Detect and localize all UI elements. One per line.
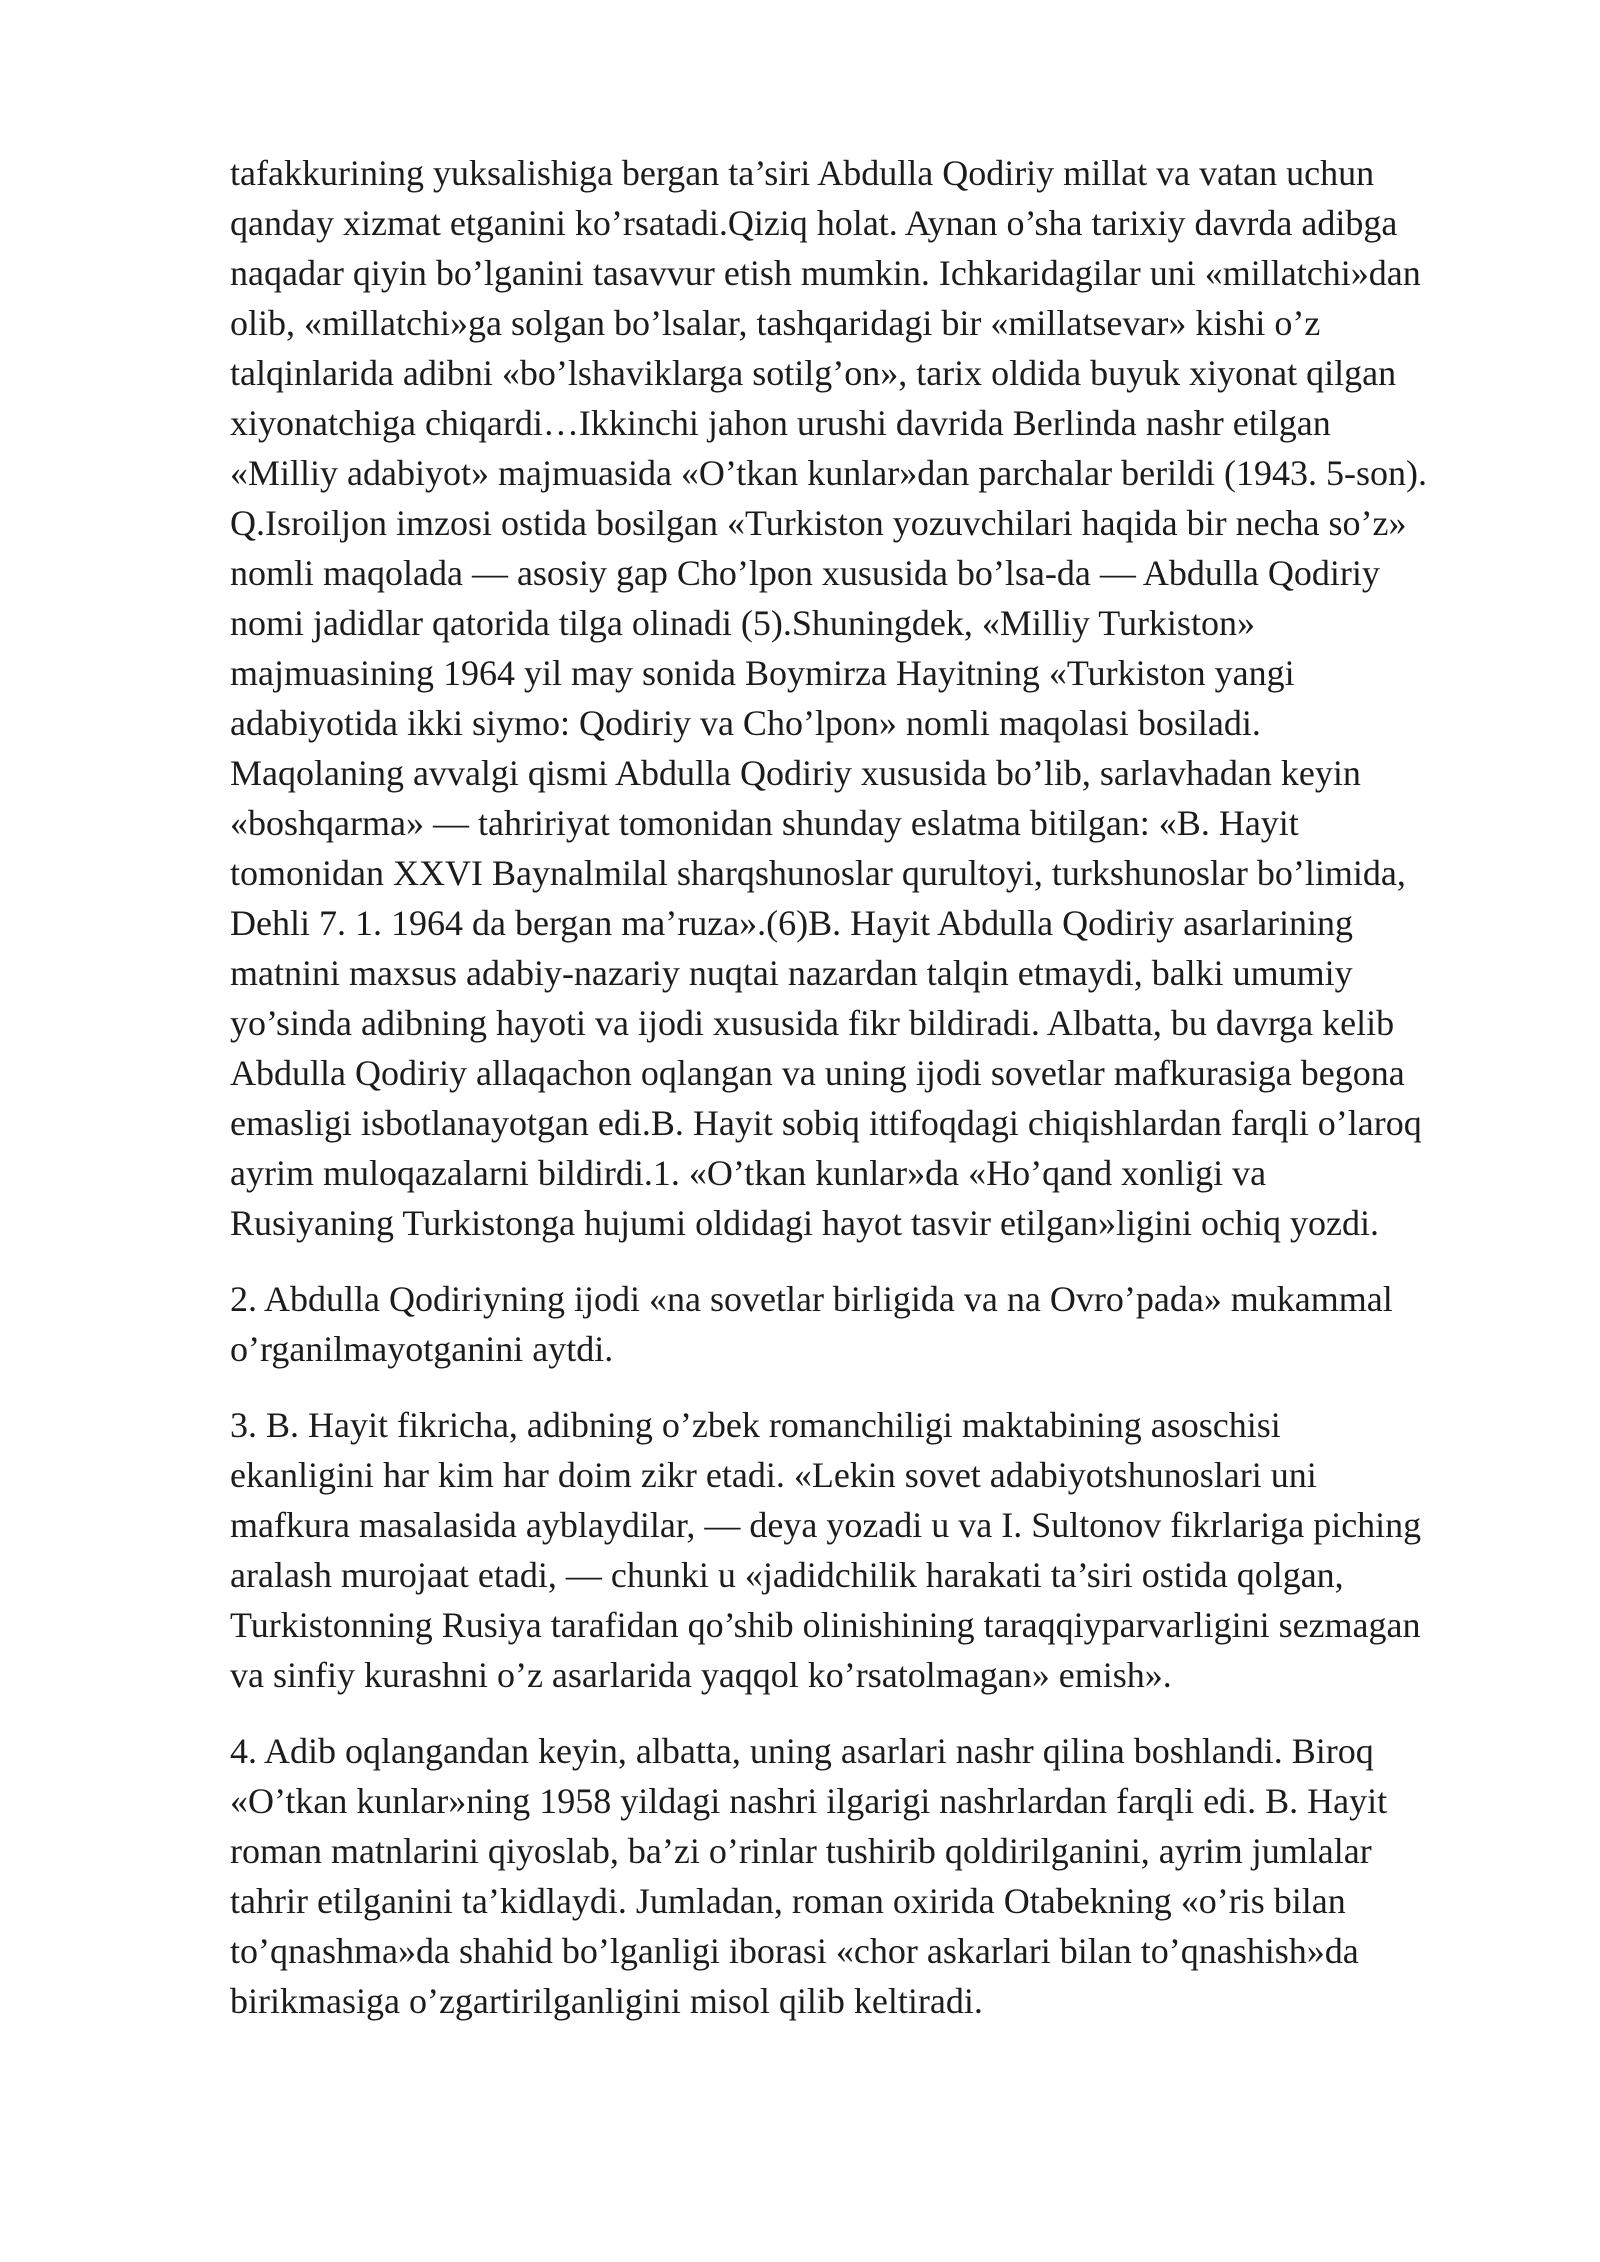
text-line: birikmasiga o’zgartirilganligini misol qilib keltiradi.: [230, 1981, 983, 2021]
text-line: majmuasining 1964 yil may sonida Boymirza Hayitning «Turkiston yangi: [230, 653, 1295, 693]
text-line: va sinfiy kurashni o’z asarlarida yaqqol ko’rsatolmagan» emish».: [230, 1655, 1172, 1695]
text-line: Rusiyaning Turkistonga hujumi oldidagi hayot tasvir etilgan»ligini ochiq yozdi.: [230, 1203, 1379, 1243]
text-line: Maqolaning avvalgi qismi Abdulla Qodiriy xususida bo’lib, sarlavhadan keyin: [230, 753, 1361, 793]
text-line: adabiyotida ikki siymo: Qodiriy va Cho’lpon» nomli maqolasi bosiladi.: [230, 703, 1261, 743]
text-line: roman matnlarini qiyoslab, ba’zi o’rinlar tushirib qoldirilganini, ayrim jumlalar: [230, 1831, 1372, 1871]
paragraph: [230, 1400, 1490, 1700]
text-line: emasligi isbotlanayotgan edi.B. Hayit sobiq ittifoqdagi chiqishlardan farqli o’laroq: [230, 1103, 1422, 1143]
paragraph: [230, 1726, 1490, 2026]
text-line: 3. B. Hayit fikricha, adibning o’zbek romanchiligi maktabining asoschisi: [230, 1405, 1281, 1445]
text-line: naqadar qiyin bo’lganini tasavvur etish mumkin. Ichkaridagilar uni «millatchi»dan: [230, 253, 1421, 293]
text-line: nomi jadidlar qatorida tilga olinadi (5).Shuningdek, «Milliy Turkiston»: [230, 603, 1255, 643]
text-line: talqinlarida adibni «bo’lshaviklarga sotilg’on», tarix oldida buyuk xiyonat qilgan: [230, 353, 1397, 393]
text-line: tahrir etilganini ta’kidlaydi. Jumladan, roman oxirida Otabekning «o’ris bilan: [230, 1881, 1346, 1921]
text-line: matnini maxsus adabiy-nazariy nuqtai nazardan talqin etmaydi, balki umumiy: [230, 953, 1353, 993]
document-page: [230, 148, 1490, 2052]
text-line: tafakkurining yuksalishiga bergan ta’siri Abdulla Qodiriy millat va vatan uchun: [230, 153, 1375, 193]
text-line: 2. Abdulla Qodiriyning ijodi «na sovetlar birligida va na Ovro’pada» mukammal: [230, 1279, 1393, 1319]
text-line: Dehli 7. 1. 1964 da bergan ma’ruza».(6)B. Hayit Abdulla Qodiriy asarlarining: [230, 903, 1354, 943]
text-line: Abdulla Qodiriy allaqachon oqlangan va uning ijodi sovetlar mafkurasiga begona: [230, 1053, 1405, 1093]
text-line: to’qnashma»da shahid bo’lganligi iborasi «chor askarlari bilan to’qnashish»da: [230, 1931, 1359, 1971]
paragraph: [230, 1274, 1490, 1374]
text-line: yo’sinda adibning hayoti va ijodi xususida fikr bildiradi. Albatta, bu davrga kelib: [230, 1003, 1395, 1043]
text-line: Q.Isroiljon imzosi ostida bosilgan «Turkiston yozuvchilari haqida bir necha so’z»: [230, 503, 1407, 543]
text-line: ayrim muloqazalarni bildirdi.1. «O’tkan kunlar»da «Ho’qand xonligi va: [230, 1153, 1267, 1193]
text-line: 4. Adib oqlangandan keyin, albatta, uning asarlari nashr qilina boshlandi. Biroq: [230, 1731, 1374, 1771]
text-line: mafkura masalasida ayblaydilar, — deya yozadi u va I. Sultonov fikrlariga piching: [230, 1505, 1422, 1545]
text-line: tomonidan XXVI Baynalmilal sharqshunoslar qurultoyi, turkshunoslar bo’limida,: [230, 853, 1406, 893]
text-line: «Milliy adabiyot» majmuasida «O’tkan kunlar»dan parchalar berildi (1943. 5-son).: [230, 453, 1428, 493]
text-line: qanday xizmat etganini ko’rsatadi.Qiziq holat. Aynan o’sha tarixiy davrda adibga: [230, 203, 1398, 243]
text-line: olib, «millatchi»ga solgan bo’lsalar, tashqaridagi bir «millatsevar» kishi o’z: [230, 303, 1321, 343]
text-line: «boshqarma» — tahririyat tomonidan shunday eslatma bitilgan: «B. Hayit: [230, 803, 1299, 843]
paragraph: [230, 148, 1490, 1248]
text-line: aralash murojaat etadi, — chunki u «jadidchilik harakati ta’siri ostida qolgan,: [230, 1555, 1344, 1595]
text-line: Turkistonning Rusiya tarafidan qo’shib olinishining taraqqiyparvarligini sezmagan: [230, 1605, 1421, 1645]
text-line: o’rganilmayotganini aytdi.: [230, 1329, 614, 1369]
text-line: nomli maqolada — asosiy gap Cho’lpon xususida bo’lsa-da — Abdulla Qodiriy: [230, 553, 1380, 593]
text-line: «O’tkan kunlar»ning 1958 yildagi nashri ilgarigi nashrlardan farqli edi. B. Hayit: [230, 1781, 1388, 1821]
text-line: xiyonatchiga chiqardi…Ikkinchi jahon urushi davrida Berlinda nashr etilgan: [230, 403, 1331, 443]
text-line: ekanligini har kim har doim zikr etadi. «Lekin sovet adabiyotshunoslari uni: [230, 1455, 1317, 1495]
